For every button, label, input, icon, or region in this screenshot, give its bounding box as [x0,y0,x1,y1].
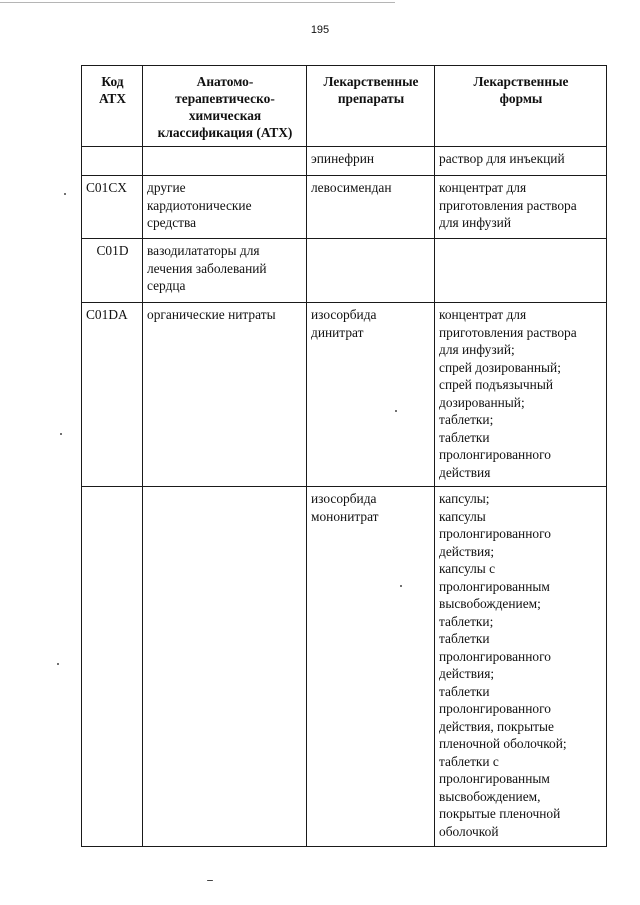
row-drug: изосорбида динитрат [307,303,435,487]
row-classification [143,487,307,847]
table-row [82,147,607,176]
table-row [82,176,607,239]
row-drug [307,239,435,303]
row-classification: органические нитраты [143,303,307,487]
row-classification: другие кардиотонические средства [143,176,307,239]
row-code: C01CX [82,176,143,239]
header-forms: Лекарственные формы [435,66,607,147]
table-header-row [82,66,607,147]
row-code [82,147,143,176]
table-row [82,487,607,847]
row-forms: концентрат для приготовления раствора для инфузий [435,176,607,239]
table-row [82,239,607,303]
row-classification: вазодилататоры для лечения заболеваний сердца [143,239,307,303]
scan-edge-line [0,2,395,3]
table-row [82,303,607,487]
row-code [82,487,143,847]
header-code: Код АТХ [82,66,143,147]
row-drug: левосимендан [307,176,435,239]
page-number: 195 [310,24,330,36]
row-drug: изосорбида мононитрат [307,487,435,847]
row-drug: эпинефрин [307,147,435,176]
row-code: C01DA [82,303,143,487]
row-forms [435,239,607,303]
row-code: C01D [82,239,143,303]
header-drugs: Лекарственные препараты [307,66,435,147]
row-forms: концентрат для приготовления раствора для инфузий; спрей дозированный; спрей подъязычный дозированный; таблетки; таблетки пролонгированного действия [435,303,607,487]
header-classification: Анатомо- терапевтическо- химическая классификация (АТХ) [143,66,307,147]
row-forms: раствор для инъекций [435,147,607,176]
atx-table [81,65,607,847]
row-forms: капсулы; капсулы пролонгированного действия; капсулы с пролонгированным высвобождением; таблетки; таблетки пролонгированного действия; таблетки пролонгированного действия, покрытые пленочной оболочкой; таблетки с пролонгированным высвобождением, покрытые пленочной оболочкой [435,487,607,847]
row-classification [143,147,307,176]
